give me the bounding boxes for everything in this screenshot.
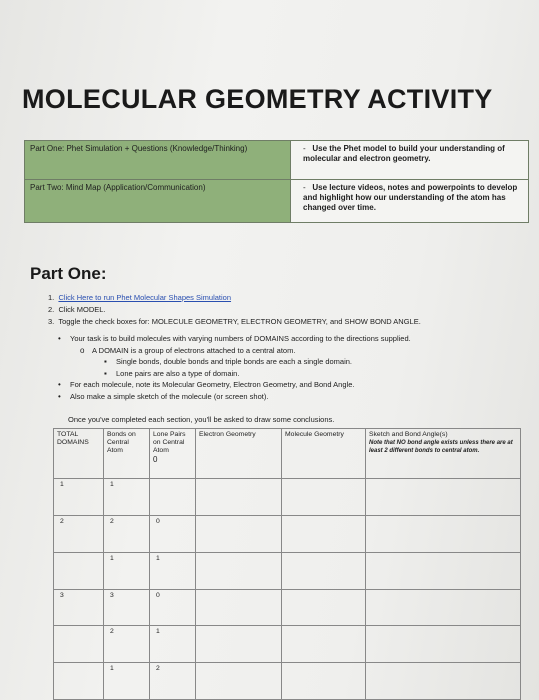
cell-molecule-geometry[interactable]: [282, 589, 366, 626]
cell-total: [54, 626, 104, 663]
header-total-domains: TOTAL DOMAINS: [54, 429, 104, 479]
part-one-cell: Part One: Phet Simulation + Questions (Knowledge/Thinking): [25, 141, 291, 180]
bullet-item: [80, 345, 518, 357]
cell-molecule-geometry[interactable]: [282, 626, 366, 663]
parts-row: [25, 180, 529, 223]
cell-total: 3: [54, 589, 104, 626]
section-heading: Part One:: [30, 264, 107, 283]
header-sketch-label: Sketch and Bond Angle(s): [369, 431, 448, 438]
header-lone-value: 0: [153, 455, 158, 465]
cell-bonds: 2: [104, 515, 150, 552]
cell-electron-geometry[interactable]: [196, 589, 282, 626]
bullet-text: Your task is to build molecules with varying numbers of DOMAINS according to the directions supplied.: [70, 334, 411, 343]
cell-sketch[interactable]: [366, 552, 521, 589]
cell-sketch[interactable]: [366, 589, 521, 626]
cell-lone: 1: [150, 626, 196, 663]
bullet-square-icon: ▪: [104, 357, 107, 366]
instructions-list: [58, 333, 518, 402]
bullet-square-icon: ▪: [104, 368, 107, 378]
cell-lone: 0: [150, 515, 196, 552]
table-row: [54, 552, 521, 589]
parts-table: [24, 140, 529, 223]
table-row: [54, 589, 521, 626]
step-2: [48, 304, 518, 316]
cell-electron-geometry[interactable]: [196, 552, 282, 589]
bullet-dot-icon: •: [58, 334, 61, 343]
bullet-dot-icon: •: [58, 391, 61, 401]
cell-sketch[interactable]: [366, 663, 521, 700]
bullet-item: [58, 379, 518, 391]
phet-simulation-link[interactable]: Click Here to run Phet Molecular Shapes Simulation: [58, 293, 232, 302]
cell-electron-geometry[interactable]: [196, 663, 282, 700]
header-bonds: Bonds on Central Atom: [104, 429, 150, 479]
cell-bonds: 3: [104, 589, 150, 626]
bullet-item: [58, 391, 518, 403]
cell-lone: [150, 479, 196, 516]
part-two-description: [291, 180, 529, 223]
step-number: 2.: [48, 305, 55, 314]
part-one-description-text: Use the Phet model to build your understanding of molecular and electron geometry.: [303, 144, 505, 163]
cell-electron-geometry[interactable]: [196, 626, 282, 663]
header-lone-pairs-label: Lone Pairs on Central Atom: [153, 431, 186, 455]
cell-sketch[interactable]: [366, 515, 521, 552]
cell-total: 2: [54, 515, 104, 552]
step-number: 3.: [48, 317, 55, 326]
cell-lone: 0: [150, 589, 196, 626]
bullet-text: Also make a simple sketch of the molecule (or screen shot).: [70, 391, 269, 401]
header-sketch: [366, 429, 521, 479]
parts-row: [25, 141, 529, 180]
bullet-text: Single bonds, double bonds and triple bonds are each a single domain.: [116, 357, 353, 366]
cell-bonds: 1: [104, 479, 150, 516]
cell-bonds: 1: [104, 663, 150, 700]
bullet-text: Lone pairs are also a type of domain.: [116, 368, 240, 378]
step-text: Toggle the check boxes for: MOLECULE GEOMETRY, ELECTRON GEOMETRY, and SHOW BOND ANGLE.: [58, 317, 421, 326]
dash-marker: -: [303, 183, 306, 192]
bullet-dot-icon: •: [58, 380, 61, 389]
step-number: 1.: [48, 293, 55, 302]
table-row: [54, 626, 521, 663]
bullet-item: [58, 333, 518, 345]
cell-electron-geometry[interactable]: [196, 515, 282, 552]
geometry-table: [53, 428, 521, 700]
conclusion-note: Once you've completed each section, you'll be asked to draw some conclusions.: [68, 415, 335, 424]
steps-list: [48, 292, 518, 328]
bullet-item: [104, 368, 518, 380]
cell-molecule-geometry[interactable]: [282, 479, 366, 516]
table-row: [54, 479, 521, 516]
cell-total: [54, 663, 104, 700]
part-one-description: [291, 141, 529, 180]
step-3: [48, 316, 518, 328]
cell-electron-geometry[interactable]: [196, 479, 282, 516]
cell-bonds: 2: [104, 626, 150, 663]
cell-molecule-geometry[interactable]: [282, 663, 366, 700]
bullet-circle-icon: o: [80, 345, 85, 355]
bullet-text: For each molecule, note its Molecular Geometry, Electron Geometry, and Bond Angle.: [70, 380, 355, 389]
cell-total: [54, 552, 104, 589]
cell-sketch[interactable]: [366, 479, 521, 516]
header-molecule-geometry: Molecule Geometry: [282, 429, 366, 479]
header-electron-geometry: Electron Geometry: [196, 429, 282, 479]
cell-lone: 2: [150, 663, 196, 700]
table-header-row: [54, 429, 521, 479]
bullet-item: [104, 356, 518, 368]
cell-molecule-geometry[interactable]: [282, 552, 366, 589]
table-row: [54, 515, 521, 552]
cell-lone: 1: [150, 552, 196, 589]
step-text: Click MODEL.: [58, 305, 106, 314]
cell-molecule-geometry[interactable]: [282, 515, 366, 552]
bullet-text: A DOMAIN is a group of electrons attached to a central atom.: [92, 345, 296, 355]
dash-marker: -: [303, 144, 306, 153]
part-two-cell: Part Two: Mind Map (Application/Communication): [25, 180, 291, 223]
step-1: [48, 292, 518, 304]
part-two-description-text: Use lecture videos, notes and powerpoints to develop and highlight how our understanding of the atom has changed over time.: [303, 183, 518, 212]
bond-angle-note: Note that NO bond angle exists unless there are at least 2 different bonds to central atom.: [369, 440, 513, 455]
header-lone-pairs: [150, 429, 196, 479]
cell-bonds: 1: [104, 552, 150, 589]
page-title: MOLECULAR GEOMETRY ACTIVITY: [22, 84, 493, 114]
cell-sketch[interactable]: [366, 626, 521, 663]
cell-total: 1: [54, 479, 104, 516]
table-row: [54, 663, 521, 700]
